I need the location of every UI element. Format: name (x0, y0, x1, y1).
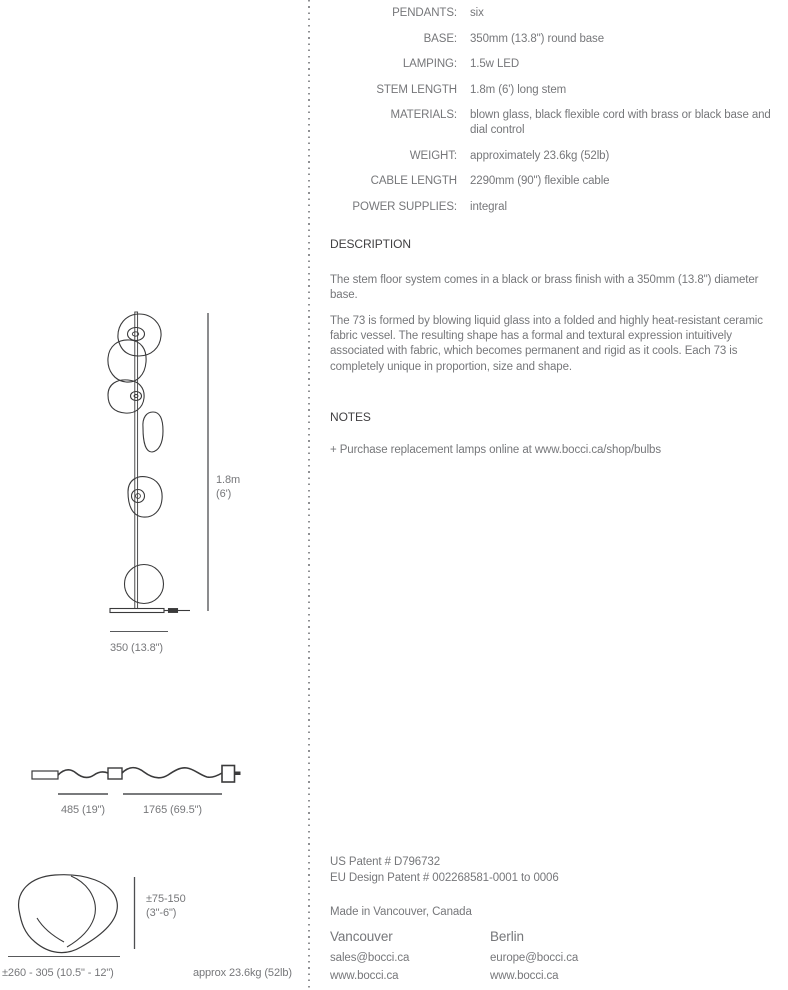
spec-label: LAMPING: (402, 58, 457, 70)
lamp-stem (135, 312, 138, 609)
cable-dial-control (108, 768, 122, 779)
spec-label: BASE: (423, 32, 457, 45)
pendant-weight-label: approx 23.6kg (52lb) (193, 967, 292, 979)
spec-value: 350mm (13.8") round base (470, 32, 605, 45)
stem-height-dimension-label (216, 473, 240, 501)
pendant-drawing (5, 862, 140, 962)
lamp-pendant-blob-1 (118, 314, 161, 356)
lamp-pendant-blob-4 (143, 412, 163, 452)
stem-height-imperial: (6') (216, 488, 232, 500)
lamp-pendant-sphere (125, 565, 164, 604)
dotted-divider (308, 0, 310, 990)
lamp-cord-connector (169, 609, 178, 613)
legal-block (330, 855, 782, 921)
cable-wave-1 (58, 770, 108, 778)
note-item: + Purchase replacement lamps online at www.bocci.ca/shop/bulbs (330, 443, 661, 456)
base-width-dimension-line (110, 631, 168, 632)
contact-column-vancouver (330, 928, 490, 985)
cable-stem-end (32, 771, 58, 779)
description-heading: DESCRIPTION (330, 236, 411, 251)
base-width-dimension-label: 350 (13.8") (110, 642, 163, 654)
spec-row-power-supplies (330, 200, 782, 215)
pendant-height-imperial: (3"-6") (146, 907, 177, 919)
spec-row-lamping (330, 57, 782, 72)
spec-value: 1.5w LED (470, 58, 520, 70)
notes-heading: NOTES (330, 409, 371, 424)
spec-value: integral (470, 200, 507, 213)
lamp-base-plate (110, 609, 164, 613)
spec-label: MATERIALS: (390, 109, 457, 121)
contact-website: www.bocci.ca (490, 970, 559, 982)
pendant-fold-line-2 (37, 918, 64, 942)
contact-city: Berlin (490, 929, 524, 944)
contact-email: sales@bocci.ca (330, 952, 410, 964)
cable-drawing (25, 752, 305, 804)
eu-patent-line: EU Design Patent # 002268581-0001 to 0006 (330, 871, 559, 884)
pendant-outline (19, 875, 118, 953)
pendant-fold-line-1 (67, 876, 95, 947)
lamp-pendant-blob-2 (108, 340, 146, 382)
lamp-pendant-blob-5 (128, 477, 162, 518)
spec-row-cable-length (330, 174, 782, 189)
pendant-width-dimension-label: ±260 - 305 (10.5" - 12") (2, 967, 114, 979)
spec-value: 2290mm (90") flexible cable (470, 175, 610, 187)
spec-value: six (470, 7, 484, 19)
plug-prong (235, 772, 241, 776)
plug-icon (222, 766, 235, 783)
description-paragraph-1: The stem floor system comes in a black or brass finish with a 350mm (13.8") diameter base. (330, 273, 759, 301)
contact-column-berlin (490, 928, 650, 985)
cable-segment-1-label: 485 (19") (61, 804, 105, 816)
spec-label: PENDANTS: (392, 7, 457, 19)
spec-label: CABLE LENGTH (370, 175, 457, 187)
contact-website: www.bocci.ca (330, 970, 399, 982)
stem-height-metric: 1.8m (216, 474, 241, 486)
spec-label: WEIGHT: (409, 149, 457, 162)
spec-value: 1.8m (6') long stem (470, 83, 567, 96)
pendant-height-dimension-label (146, 892, 186, 920)
pendant-width-dimension-line (8, 956, 120, 957)
spec-content (330, 0, 782, 469)
pendant-height-metric: ±75-150 (146, 893, 186, 905)
made-in-line: Made in Vancouver, Canada (330, 906, 472, 918)
spec-value: blown glass, black flexible cord with brass or black base and dial control (470, 109, 771, 136)
spec-label: POWER SUPPLIES: (352, 200, 457, 213)
cable-segment-2-label: 1765 (69.5") (143, 804, 202, 816)
spec-value: approximately 23.6kg (52lb) (470, 149, 610, 162)
contacts-block (330, 928, 782, 985)
spec-row-stem-length (330, 83, 782, 98)
contact-city: Vancouver (330, 929, 393, 944)
us-patent-line: US Patent # D796732 (330, 856, 440, 868)
contact-email: europe@bocci.ca (490, 952, 579, 964)
spec-label: STEM LENGTH (376, 83, 457, 96)
spec-row-materials (330, 108, 782, 138)
spec-table (330, 6, 782, 215)
spec-row-weight (330, 149, 782, 164)
cable-wave-2 (122, 768, 222, 778)
spec-row-pendants (330, 6, 782, 21)
spec-row-base (330, 32, 782, 47)
lamp-pendant-blob-3 (108, 380, 144, 413)
description-paragraph-2: The 73 is formed by blowing liquid glass into a folded and highly heat-resistant ceramic fabric vessel. The resulting shape has a formal and textural expression intuitively associated with fabric, which becomes permanent and rigid as it cools. Each 73 is completely unique in proportion, size and shape. (330, 314, 763, 373)
